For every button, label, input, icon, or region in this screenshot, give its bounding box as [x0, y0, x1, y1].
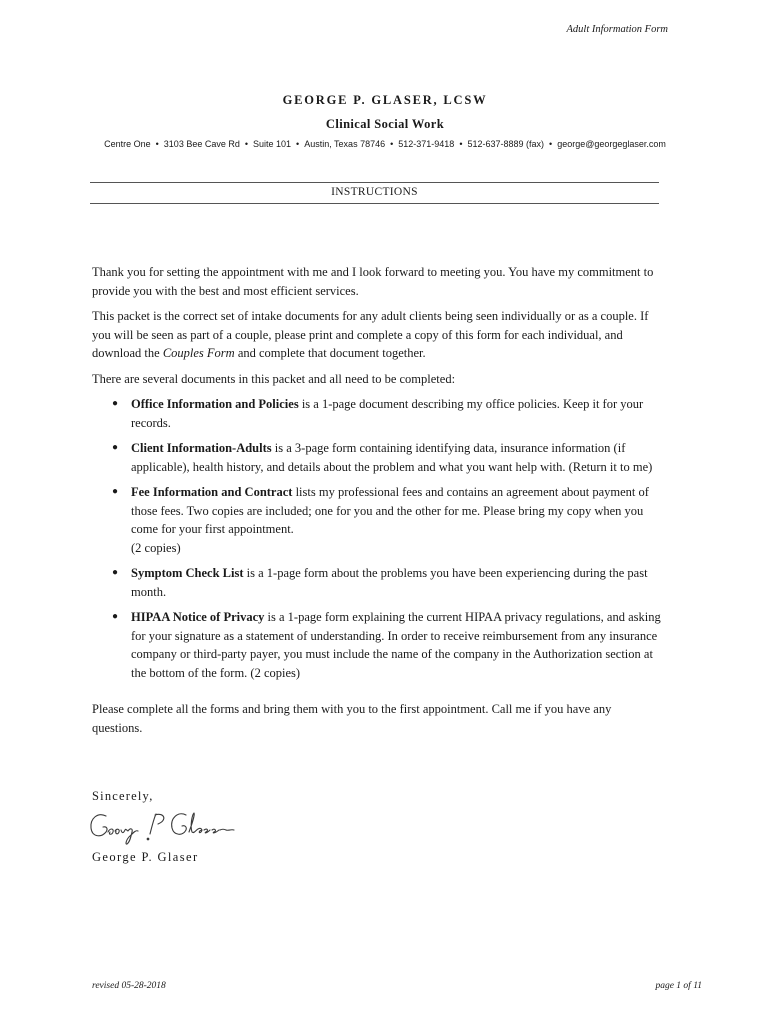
revision-date: revised 05-28-2018	[92, 981, 166, 991]
couples-form-reference: Couples Form	[162, 346, 235, 360]
packet-text-before: This packet is the correct set of intake documents for any adult clients being seen individually or as a couple. If you will be seen as part of a couple, please print and complete a copy of this form for each individual, and download the	[92, 309, 649, 360]
document-list	[92, 395, 662, 682]
bullet-icon: ●	[112, 611, 119, 622]
separator-dot: •	[459, 139, 463, 149]
sincerely-text: Sincerely,	[92, 789, 154, 803]
list-item	[92, 608, 662, 682]
separator-dot: •	[390, 139, 394, 149]
document-title: Client Information-Adults	[131, 441, 272, 455]
address-suite: Suite 101	[253, 139, 292, 149]
list-item	[92, 564, 662, 601]
document-description: is a 3-page form containing identifying data, insurance information (if applicable), health history, and details about the problem and what you want help with. (Return it to me)	[131, 441, 653, 474]
packet-paragraph	[92, 307, 662, 363]
handwritten-signature	[86, 806, 246, 848]
bullet-icon: ●	[112, 442, 119, 453]
section-title: INSTRUCTIONS	[331, 186, 418, 198]
list-item	[92, 439, 662, 476]
practice-subtitle: Clinical Social Work	[325, 117, 445, 131]
section-rule-top	[90, 182, 659, 183]
address-email: george@georgeglaser.com	[557, 139, 666, 149]
list-item	[92, 483, 662, 557]
document-title: HIPAA Notice of Privacy	[131, 610, 265, 624]
document-description: is a 1-page form explaining the current HIPAA privacy regulations, and asking for your signature as a statement of understanding. In order to receive reimbursement from any insurance company or third-party payer, you must include the name of the company in the Authorization section at the bottom of the form. (2 copies)	[131, 610, 661, 680]
address-building: Centre One	[104, 139, 151, 149]
document-copies-note: (2 copies)	[131, 540, 181, 555]
instructions-body	[92, 263, 662, 744]
bullet-icon: ●	[112, 398, 119, 409]
document-title: Fee Information and Contract	[131, 485, 293, 499]
page-number: page 1 of 11	[655, 981, 702, 991]
document-title: Symptom Check List	[131, 566, 244, 580]
packet-text-after: and complete that document together.	[234, 346, 426, 360]
document-description: lists my professional fees and contains an agreement about payment of those fees. Two copies are included; one for you and the other for me. Please bring my copy when you come for your first appointment.	[131, 485, 649, 536]
address-street: 3103 Bee Cave Rd	[163, 139, 240, 149]
address-city: Austin, Texas 78746	[304, 139, 386, 149]
bullet-icon: ●	[112, 486, 119, 497]
intro-paragraph: Thank you for setting the appointment with me and I look forward to meeting you. You have my commitment to provide you with the best and most efficient services.	[92, 265, 654, 298]
document-description: is a 1-page document describing my office policies. Keep it for your records.	[131, 397, 644, 430]
address-fax: 512-637-8889 (fax)	[467, 139, 545, 149]
separator-dot: •	[244, 139, 249, 149]
section-rule-bottom	[90, 203, 659, 204]
documents-intro: There are several documents in this packet and all need to be completed:	[92, 371, 456, 386]
list-item	[92, 395, 662, 432]
document-description: is a 1-page form about the problems you have been experiencing during the past month.	[131, 566, 648, 599]
separator-dot: •	[296, 139, 300, 149]
separator-dot: •	[549, 139, 553, 149]
running-header-title: Adult Information Form	[566, 24, 668, 35]
signer-name: George P. Glaser	[92, 850, 199, 864]
separator-dot: •	[155, 139, 159, 149]
practitioner-name: GEORGE P. GLASER, LCSW	[282, 93, 488, 107]
contact-address-line	[0, 139, 770, 149]
closing-paragraph: Please complete all the forms and bring them with you to the first appointment. Call me if you have any questions.	[92, 702, 612, 735]
bullet-icon: ●	[112, 567, 119, 578]
document-title: Office Information and Policies	[131, 397, 299, 411]
address-phone: 512-371-9418	[398, 139, 455, 149]
